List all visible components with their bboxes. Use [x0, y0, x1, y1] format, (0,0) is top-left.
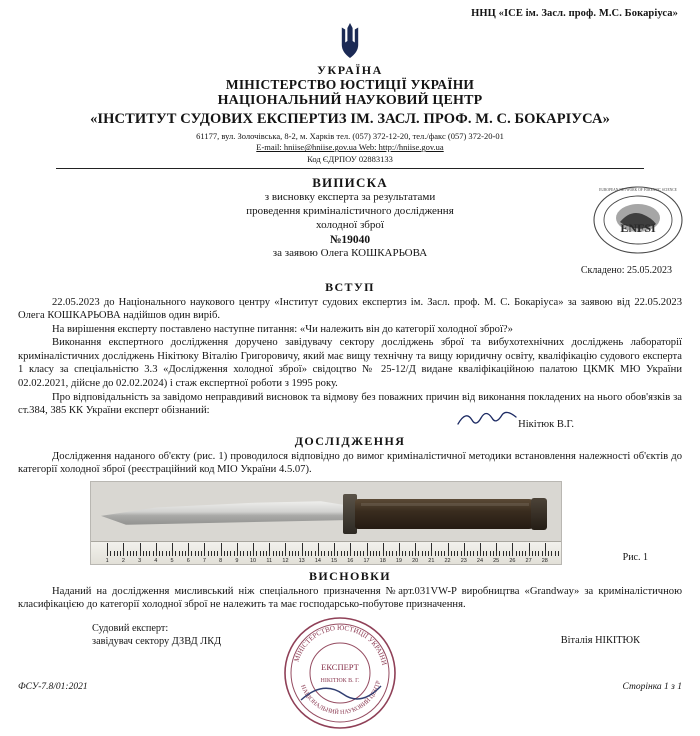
svg-text:ENFSI: ENFSI: [620, 221, 656, 235]
ruler-tick-label: 17: [363, 557, 370, 564]
measurement-ruler: [91, 541, 561, 564]
ruler-tick-major: [269, 543, 270, 556]
ruler-tick-label: 25: [493, 557, 500, 564]
ruler-tick-minor: [467, 551, 468, 556]
ruler-tick-minor: [179, 551, 180, 556]
institute-header-note: ННЦ «ІСЕ ім. Засл. проф. М.С. Бокаріуса»: [471, 8, 678, 19]
enfsi-stamp-icon: [590, 182, 686, 258]
ruler-tick-major: [237, 543, 238, 556]
ruler-tick-major: [512, 543, 513, 556]
edrpou-line: Код ЄДРПОУ 02883133: [307, 153, 393, 164]
ruler-tick-minor: [159, 551, 160, 556]
ruler-tick-minor: [263, 551, 264, 556]
ruler-tick-minor: [412, 551, 413, 556]
section-heading-research: ДОСЛІДЖЕННЯ: [294, 433, 406, 448]
ruler-tick-minor: [506, 551, 507, 556]
ruler-tick-minor: [451, 551, 452, 556]
ruler-tick-minor: [454, 551, 455, 556]
handwritten-signature-icon: [456, 410, 518, 428]
svg-text:ЕКСПЕРТ: ЕКСПЕРТ: [321, 661, 359, 672]
ruler-tick-label: 19: [395, 557, 402, 564]
ruler-tick-minor: [461, 551, 462, 556]
ruler-tick-minor: [295, 551, 296, 556]
address-line: 61177, вул. Золочівська, 8-2, м. Харків тел. (057) 372-12-20, тел./факс (057) 372-20-01: [196, 130, 504, 141]
address-block: [16, 131, 684, 165]
round-official-stamp-icon: [281, 614, 399, 732]
ruler-tick-minor: [538, 551, 539, 556]
ruler-tick-minor: [127, 551, 128, 556]
ruler-tick-minor: [279, 551, 280, 556]
ruler-tick-minor: [266, 551, 267, 556]
ruler-tick-minor: [331, 551, 332, 556]
document-type: ВИПИСКА: [312, 175, 388, 191]
ruler-tick-minor: [117, 551, 118, 556]
ruler-tick-label: 3: [138, 557, 142, 564]
ruler-tick-minor: [305, 551, 306, 556]
knife-pommel: [531, 498, 547, 530]
signer-name: Віталія НІКІТЮК: [560, 634, 640, 646]
ruler-tick-minor: [522, 551, 523, 556]
ruler-tick-minor: [409, 551, 410, 556]
ruler-tick-label: 14: [314, 557, 321, 564]
ruler-tick-major: [383, 543, 384, 556]
ruler-tick-minor: [136, 551, 137, 556]
ruler-tick-minor: [402, 551, 403, 556]
ruler-tick-major: [529, 543, 530, 556]
ruler-tick-minor: [341, 551, 342, 556]
intro-paragraph-2: На вирішення експерту поставлено наступне питання: «Чи належить він до категорії холодної зброї?»: [52, 323, 513, 335]
ruler-tick-minor: [234, 551, 235, 556]
ruler-tick-minor: [110, 551, 111, 556]
svg-text:EUROPEAN NETWORK OF FORENSIC S: EUROPEAN NETWORK OF FORENSIC SCIENCE: [599, 188, 677, 192]
intro-paragraph-3: Виконання експертного дослідження доручено завідувачу сектору досліджень зброї та вибухотехнічних досліджень лабораторії криміналістичних досліджень Нікітюку Віталію Григоровичу, який має вищу технічну та вищу юридичну освіту, кваліфікацію судового експерта 1 класу за спеціальністю 3.3 «Дослідження холодної зброї» свідоцтво № 25-12/Д видане кваліфікаційною палатою ЦКМК МЮ України 02.02.2021, дійсне до 02.02.2024) і стаж експертної роботи з 1995 року.: [18, 337, 682, 390]
knife-handle: [355, 499, 535, 529]
ruler-tick-minor: [315, 551, 316, 556]
ruler-tick-major: [415, 543, 416, 556]
ruler-tick-major: [334, 543, 335, 556]
ruler-tick-major: [107, 543, 108, 556]
ruler-tick-minor: [435, 551, 436, 556]
ruler-tick-minor: [185, 551, 186, 556]
ruler-tick-label: 16: [347, 557, 354, 564]
ruler-tick-minor: [298, 551, 299, 556]
ruler-tick-label: 12: [282, 557, 289, 564]
research-paragraph-1: Дослідження наданого об'єкту (рис. 1) проводилося відповідно до вимог криміналістичної методики встановлення належності об'єктів до категорії холодної зброї (реєстраційний код МІО України 4.5.07).: [18, 450, 682, 476]
figure-caption: Рис. 1: [622, 551, 648, 563]
expert-signature-row: [16, 419, 684, 430]
ruler-tick-minor: [321, 551, 322, 556]
document-title-block: [16, 175, 684, 261]
ruler-tick-minor: [243, 551, 244, 556]
ruler-tick-major: [140, 543, 141, 556]
ruler-tick-minor: [503, 551, 504, 556]
ruler-tick-major: [350, 543, 351, 556]
ruler-tick-minor: [230, 551, 231, 556]
document-subtitle-1: з висновку експерта за результатами: [264, 191, 436, 204]
ruler-tick-minor: [120, 551, 121, 556]
ruler-tick-major: [545, 543, 546, 556]
ruler-tick-minor: [473, 551, 474, 556]
ruler-tick-minor: [542, 551, 543, 556]
ruler-tick-minor: [490, 551, 491, 556]
ruler-tick-label: 22: [444, 557, 451, 564]
ruler-tick-label: 5: [170, 557, 174, 564]
email-line: E-mail: hniise@hniise.gov.ua Web: http://hniise.gov.ua: [256, 142, 444, 153]
ruler-tick-minor: [146, 551, 147, 556]
expert-name: Нікітюк В.Г.: [518, 418, 574, 430]
ruler-tick-label: 13: [298, 557, 305, 564]
ruler-tick-major: [464, 543, 465, 556]
ruler-tick-minor: [214, 551, 215, 556]
ruler-tick-minor: [357, 551, 358, 556]
ruler-tick-minor: [182, 551, 183, 556]
ruler-tick-minor: [483, 551, 484, 556]
document-subtitle-3: холодної зброї: [316, 218, 384, 231]
ruler-tick-minor: [153, 551, 154, 556]
knife-blade: [101, 500, 351, 526]
ruler-tick-minor: [386, 551, 387, 556]
ruler-tick-major: [156, 543, 157, 556]
ruler-tick-minor: [130, 551, 131, 556]
ruler-tick-label: 11: [266, 557, 273, 564]
ruler-tick-minor: [509, 551, 510, 556]
ruler-tick-minor: [256, 551, 257, 556]
ruler-tick-label: 7: [202, 557, 206, 564]
ruler-tick-minor: [250, 551, 251, 556]
ruler-tick-label: 6: [186, 557, 190, 564]
document-number: №19040: [329, 233, 371, 246]
ruler-tick-major: [496, 543, 497, 556]
section-heading-intro: ВСТУП: [325, 279, 375, 294]
ruler-tick-minor: [551, 551, 552, 556]
ruler-tick-label: 1: [105, 557, 109, 564]
country-name: УКРАЇНА: [317, 63, 383, 77]
ruler-tick-major: [285, 543, 286, 556]
ruler-tick-minor: [470, 551, 471, 556]
ruler-tick-minor: [558, 551, 559, 556]
intro-paragraph-4: Про відповідальність за завідомо неправдивий висновок та відмову без поважних причин від виконання покладених на нього обов'язків за ст.384, 385 КК України експерт обізнаний:: [18, 391, 682, 417]
ruler-tick-major: [318, 543, 319, 556]
ruler-tick-minor: [396, 551, 397, 556]
ruler-tick-minor: [195, 551, 196, 556]
emblem-container: [16, 21, 684, 63]
ruler-tick-minor: [308, 551, 309, 556]
ruler-tick-minor: [311, 551, 312, 556]
ruler-tick-minor: [516, 551, 517, 556]
ruler-tick-label: 18: [379, 557, 386, 564]
ruler-tick-minor: [162, 551, 163, 556]
ukraine-trident-icon: [335, 21, 365, 61]
ruler-tick-minor: [438, 551, 439, 556]
ruler-tick-minor: [486, 551, 487, 556]
ruler-tick-minor: [535, 551, 536, 556]
ruler-tick-minor: [519, 551, 520, 556]
ruler-tick-minor: [525, 551, 526, 556]
ruler-tick-major: [302, 543, 303, 556]
ruler-tick-major: [188, 543, 189, 556]
ruler-tick-minor: [289, 551, 290, 556]
ruler-tick-major: [448, 543, 449, 556]
ruler-tick-minor: [363, 551, 364, 556]
ruler-tick-major: [204, 543, 205, 556]
ruler-tick-minor: [217, 551, 218, 556]
ruler-tick-minor: [198, 551, 199, 556]
svg-text:МІНІСТЕРСТВО ЮСТИЦІЇ УКРАЇНИ: МІНІСТЕРСТВО ЮСТИЦІЇ УКРАЇНИ: [292, 623, 389, 666]
ruler-tick-minor: [555, 551, 556, 556]
ruler-tick-minor: [379, 551, 380, 556]
ruler-tick-major: [399, 543, 400, 556]
ruler-tick-minor: [444, 551, 445, 556]
ruler-tick-label: 24: [476, 557, 484, 564]
ruler-tick-minor: [499, 551, 500, 556]
applicant-line: за заявою Олега КОШКАРЬОВА: [272, 246, 428, 259]
ruler-tick-minor: [422, 551, 423, 556]
ruler-tick-minor: [457, 551, 458, 556]
ruler-tick-minor: [143, 551, 144, 556]
ruler-tick-label: 8: [219, 557, 223, 564]
ruler-tick-label: 28: [541, 557, 548, 564]
ruler-tick-minor: [149, 551, 150, 556]
ruler-tick-major: [367, 543, 368, 556]
intro-paragraph-1: 22.05.2023 до Національного наукового центру «Інститут судових експертиз ім. Засл. проф. М. С. Бокаріуса» за заявою від 22.05.2023 Олега КОШКАРЬОВА надійшов один виріб.: [18, 296, 682, 322]
form-code: ФСУ-7.8/01:2021: [18, 682, 88, 692]
ruler-tick-minor: [532, 551, 533, 556]
ruler-tick-minor: [169, 551, 170, 556]
ruler-tick-minor: [201, 551, 202, 556]
ruler-tick-major: [253, 543, 254, 556]
ruler-tick-minor: [324, 551, 325, 556]
header-divider: [56, 168, 644, 169]
ruler-tick-minor: [276, 551, 277, 556]
svg-text:НАЦІОНАЛЬНИЙ НАУКОВИЙ ЦЕНТР: НАЦІОНАЛЬНИЙ НАУКОВИЙ ЦЕНТР: [299, 679, 383, 716]
ruler-tick-major: [431, 543, 432, 556]
ruler-tick-label: 4: [154, 557, 158, 564]
svg-text:НІКІТЮК В. Г.: НІКІТЮК В. Г.: [320, 677, 360, 684]
ruler-tick-minor: [191, 551, 192, 556]
ruler-tick-label: 10: [250, 557, 257, 564]
ruler-tick-minor: [392, 551, 393, 556]
document-subtitle-2: проведення криміналістичного дослідження: [246, 205, 454, 218]
ruler-tick-minor: [211, 551, 212, 556]
ruler-tick-major: [123, 543, 124, 556]
section-heading-conclusions: ВИСНОВКИ: [309, 568, 391, 583]
ruler-tick-minor: [347, 551, 348, 556]
center-name: НАЦІОНАЛЬНИЙ НАУКОВИЙ ЦЕНТР: [217, 93, 483, 109]
ruler-tick-minor: [376, 551, 377, 556]
compiled-date: Складено: 25.05.2023: [580, 264, 672, 276]
ruler-tick-minor: [389, 551, 390, 556]
ruler-tick-minor: [548, 551, 549, 556]
ruler-tick-minor: [493, 551, 494, 556]
ruler-tick-minor: [240, 551, 241, 556]
ruler-tick-label: 23: [460, 557, 467, 564]
ruler-tick-major: [480, 543, 481, 556]
ruler-tick-minor: [292, 551, 293, 556]
ruler-tick-minor: [441, 551, 442, 556]
organization-block: [16, 63, 684, 128]
ruler-tick-minor: [418, 551, 419, 556]
signer-role: [92, 622, 221, 649]
ruler-tick-minor: [260, 551, 261, 556]
knife-photograph: [90, 481, 562, 565]
expert-signature-name-wrap: [518, 419, 574, 430]
ruler-tick-minor: [247, 551, 248, 556]
ruler-tick-label: 27: [525, 557, 532, 564]
ruler-tick-minor: [360, 551, 361, 556]
ruler-tick-label: 9: [235, 557, 239, 564]
ruler-tick-major: [172, 543, 173, 556]
ruler-tick-minor: [114, 551, 115, 556]
ruler-tick-minor: [477, 551, 478, 556]
ruler-tick-minor: [428, 551, 429, 556]
ruler-tick-label: 15: [331, 557, 338, 564]
ruler-tick-minor: [166, 551, 167, 556]
figure-area: [16, 481, 684, 565]
ruler-tick-minor: [328, 551, 329, 556]
ruler-tick-minor: [282, 551, 283, 556]
ministry-name: МІНІСТЕРСТВО ЮСТИЦІЇ УКРАЇНИ: [225, 77, 475, 93]
ruler-tick-label: 21: [428, 557, 435, 564]
page-number: Сторінка 1 з 1: [622, 682, 682, 692]
ruler-tick-minor: [208, 551, 209, 556]
ruler-tick-major: [221, 543, 222, 556]
ruler-tick-minor: [175, 551, 176, 556]
ruler-tick-minor: [405, 551, 406, 556]
ruler-tick-minor: [344, 551, 345, 556]
ruler-tick-label: 20: [412, 557, 419, 564]
ruler-tick-minor: [425, 551, 426, 556]
ruler-tick-label: 26: [509, 557, 516, 564]
signer-role-line-2: завідувач сектору ДЗВД ЛКД: [92, 636, 222, 648]
ruler-tick-minor: [133, 551, 134, 556]
ruler-tick-minor: [227, 551, 228, 556]
ruler-tick-minor: [273, 551, 274, 556]
ruler-tick-minor: [337, 551, 338, 556]
conclusion-paragraph-1: Наданий на дослідження мисливський ніж спеціального призначення №арт.031VW-P виробництва «Grandway» за криміналістичною класифікацією до категорії холодної зброї не належить та має господарсько-побутове призначення.: [18, 585, 682, 611]
signer-role-line-1: Судовий експерт:: [92, 622, 169, 634]
ruler-tick-minor: [370, 551, 371, 556]
ruler-tick-minor: [354, 551, 355, 556]
ruler-tick-minor: [224, 551, 225, 556]
ruler-tick-minor: [373, 551, 374, 556]
institute-name: «ІНСТИТУТ СУДОВИХ ЕКСПЕРТИЗ ІМ. ЗАСЛ. ПРОФ. М. С. БОКАРІУСА»: [90, 110, 610, 127]
ruler-tick-label: 2: [121, 557, 125, 564]
